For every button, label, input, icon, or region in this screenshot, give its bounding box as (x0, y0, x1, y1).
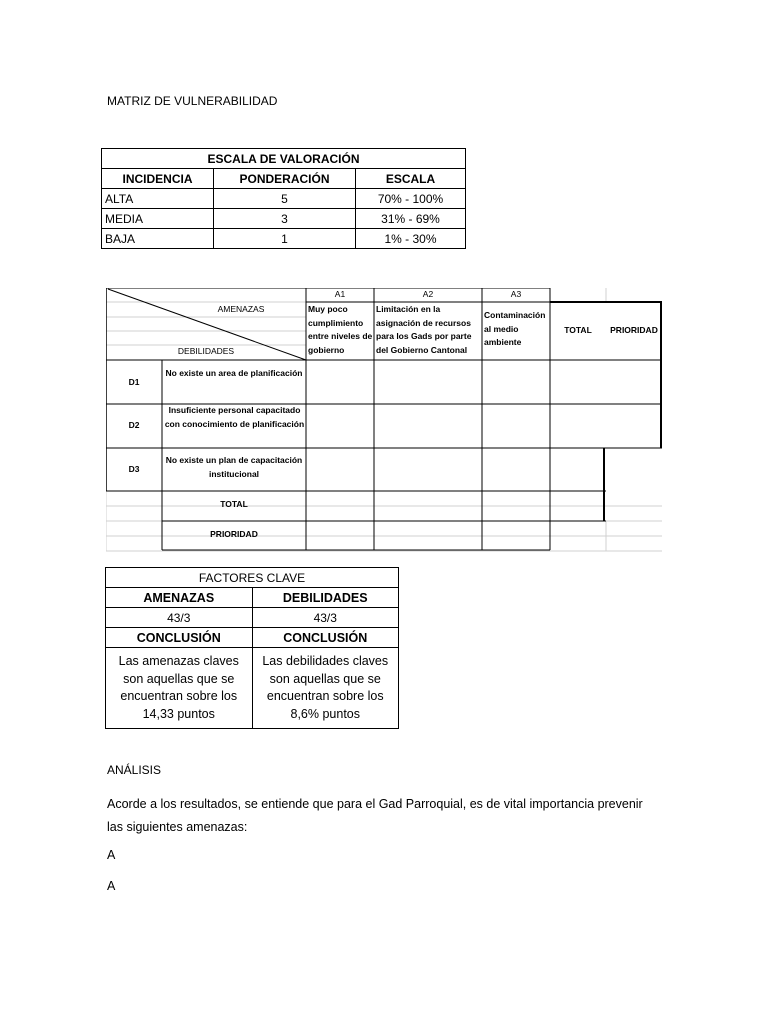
weakness-d3-text: No existe un plan de capacitación institucional (165, 455, 303, 479)
table-row (102, 189, 466, 209)
row-prioridad-label: PRIORIDAD (210, 529, 258, 539)
col-debilidades: DEBILIDADES (252, 588, 399, 608)
list-item: A (107, 879, 116, 893)
analisis-heading: ANÁLISIS (107, 763, 162, 777)
conclusion-label-amenazas: CONCLUSIÓN (106, 628, 253, 648)
vulnerability-matrix (106, 288, 662, 552)
analisis-line-1: Acorde a los resultados, se entiende que para el Gad Parroquial, es de vital importancia prevenir (107, 797, 643, 811)
analisis-line-2: las siguientes amenazas: (107, 820, 248, 834)
weakness-code-d3: D3 (128, 464, 140, 474)
row-total-label: TOTAL (220, 499, 248, 509)
escala-valoracion-table (101, 148, 466, 249)
debilidades-label: DEBILIDADES (177, 346, 235, 356)
threat-code-a1: A1 (334, 289, 346, 299)
escala-cell: 70% - 100% (356, 189, 466, 209)
document-title: MATRIZ DE VULNERABILIDAD (107, 94, 278, 108)
escala-cell: 1% - 30% (356, 229, 466, 249)
amenazas-label: AMENAZAS (217, 304, 265, 314)
col-ponderacion: PONDERACIÓN (214, 169, 356, 189)
col-incidencia: INCIDENCIA (102, 169, 214, 189)
threat-a2-text: Limitación en la asignación de recursos para los Gads por parte del Gobierno Cantonal (376, 304, 472, 355)
threat-a1-text: Muy poco cumplimiento entre niveles de gobierno (308, 304, 373, 355)
ponderacion-cell: 5 (214, 189, 356, 209)
conclusion-label-debilidades: CONCLUSIÓN (252, 628, 399, 648)
table-row (102, 209, 466, 229)
table-row (102, 229, 466, 249)
threat-code-a2: A2 (422, 289, 434, 299)
col-amenazas: AMENAZAS (106, 588, 253, 608)
incidencia-cell: ALTA (102, 189, 214, 209)
ponderacion-cell: 3 (214, 209, 356, 229)
list-item: A (107, 848, 116, 862)
weakness-d1-text: No existe un area de planificación (165, 368, 303, 378)
val-amenazas: 43/3 (106, 608, 253, 628)
val-debilidades: 43/3 (252, 608, 399, 628)
total-header: TOTAL (564, 325, 592, 335)
factores-heading: FACTORES CLAVE (106, 568, 399, 588)
weakness-code-d2: D2 (128, 420, 140, 430)
prioridad-header: PRIORIDAD (610, 325, 658, 335)
weakness-code-d1: D1 (128, 377, 140, 387)
analisis-paragraph (107, 793, 707, 839)
threat-a3-text: Contaminación al medio ambiente (484, 310, 546, 347)
weakness-d2-text: Insuficiente personal capacitado con conocimiento de planificación (164, 405, 305, 429)
ponderacion-cell: 1 (214, 229, 356, 249)
incidencia-cell: MEDIA (102, 209, 214, 229)
factores-clave-table (105, 567, 399, 729)
conclusion-debilidades: Las debilidades claves son aquellas que se encuentran sobre los 8,6% puntos (252, 648, 399, 729)
escala-heading: ESCALA DE VALORACIÓN (102, 149, 466, 169)
incidencia-cell: BAJA (102, 229, 214, 249)
col-escala: ESCALA (356, 169, 466, 189)
threat-code-a3: A3 (510, 289, 522, 299)
escala-cell: 31% - 69% (356, 209, 466, 229)
conclusion-amenazas: Las amenazas claves son aquellas que se encuentran sobre los 14,33 puntos (106, 648, 253, 729)
